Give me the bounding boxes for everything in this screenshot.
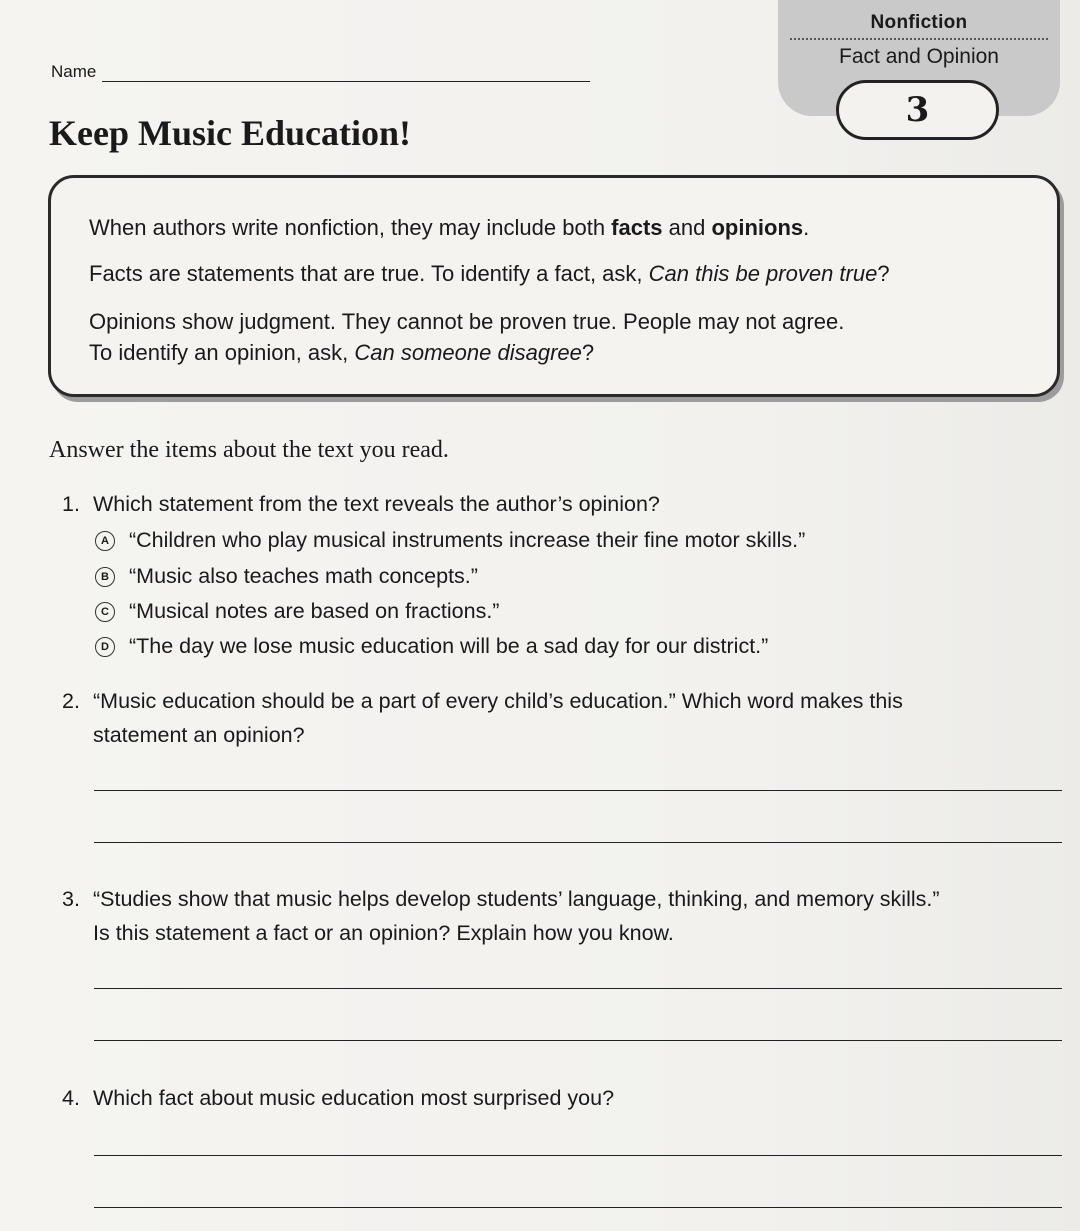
answer-line[interactable] bbox=[94, 1155, 1062, 1156]
choice-text: “Musical notes are based on fractions.” bbox=[129, 599, 500, 623]
answer-bubble-c[interactable]: C bbox=[95, 602, 115, 622]
page-title: Keep Music Education! bbox=[49, 113, 412, 153]
choice-b[interactable] bbox=[95, 564, 478, 589]
choice-text: “Music also teaches math concepts.” bbox=[129, 564, 478, 588]
info-text: Facts are statements that are true. To identify a fact, ask, bbox=[89, 261, 649, 286]
name-label: Name bbox=[51, 62, 97, 81]
question-number: 2. bbox=[62, 689, 80, 713]
choice-text: “Children who play musical instruments increase their fine motor skills.” bbox=[129, 528, 806, 552]
info-bold-opinions: opinions bbox=[711, 215, 804, 240]
info-text: When authors write nonfiction, they may include both bbox=[89, 215, 612, 240]
info-italic: Can someone disagree bbox=[354, 340, 582, 365]
question-number: 3. bbox=[62, 887, 80, 911]
question-number: 4. bbox=[62, 1086, 80, 1110]
question-text: “Music education should be a part of every child’s education.” Which word makes this bbox=[93, 689, 903, 713]
answer-line[interactable] bbox=[94, 1207, 1062, 1208]
choice-d[interactable] bbox=[95, 634, 768, 659]
tab-skill: Fact and Opinion bbox=[839, 45, 999, 68]
answer-line[interactable] bbox=[94, 842, 1062, 843]
lesson-number: 3 bbox=[836, 80, 999, 140]
info-italic: Can this be proven true bbox=[648, 261, 878, 286]
question-text-line-2: Is this statement a fact or an opinion? Explain how you know. bbox=[93, 921, 674, 945]
answer-line[interactable] bbox=[94, 790, 1062, 791]
question-text: Which statement from the text reveals the author’s opinion? bbox=[93, 492, 660, 516]
info-text: To identify an opinion, ask, bbox=[89, 340, 355, 365]
choice-a[interactable] bbox=[95, 528, 805, 553]
info-box bbox=[48, 175, 1060, 397]
answer-line[interactable] bbox=[94, 1040, 1062, 1041]
info-text: Opinions show judgment. They cannot be proven true. People may not agree. bbox=[89, 309, 845, 334]
info-paragraph-3 bbox=[89, 306, 844, 368]
info-paragraph-2 bbox=[89, 258, 890, 289]
name-write-line[interactable] bbox=[102, 67, 590, 82]
tab-divider bbox=[790, 38, 1048, 40]
info-text: . bbox=[803, 215, 810, 240]
info-bold-facts: facts bbox=[611, 215, 663, 240]
info-paragraph-1 bbox=[89, 212, 809, 243]
question-text-line-2: statement an opinion? bbox=[93, 723, 305, 747]
choice-text: “The day we lose music education will be a sad day for our district.” bbox=[129, 634, 769, 658]
question-text: “Studies show that music helps develop students’ language, thinking, and memory skills.” bbox=[93, 887, 940, 911]
answer-line[interactable] bbox=[94, 988, 1062, 989]
answer-bubble-a[interactable]: A bbox=[95, 531, 115, 551]
choice-c[interactable] bbox=[95, 599, 499, 624]
question-number: 1. bbox=[62, 492, 80, 516]
answer-bubble-d[interactable]: D bbox=[95, 637, 115, 657]
tab-category: Nonfiction bbox=[870, 12, 968, 33]
question-text: Which fact about music education most surprised you? bbox=[93, 1086, 615, 1110]
info-text: ? bbox=[877, 261, 890, 286]
name-field-row bbox=[51, 62, 590, 82]
instructions: Answer the items about the text you read. bbox=[49, 437, 449, 463]
answer-bubble-b[interactable]: B bbox=[95, 567, 115, 587]
info-text: ? bbox=[581, 340, 595, 365]
skill-tab bbox=[778, 0, 1060, 130]
info-text: and bbox=[662, 215, 712, 240]
